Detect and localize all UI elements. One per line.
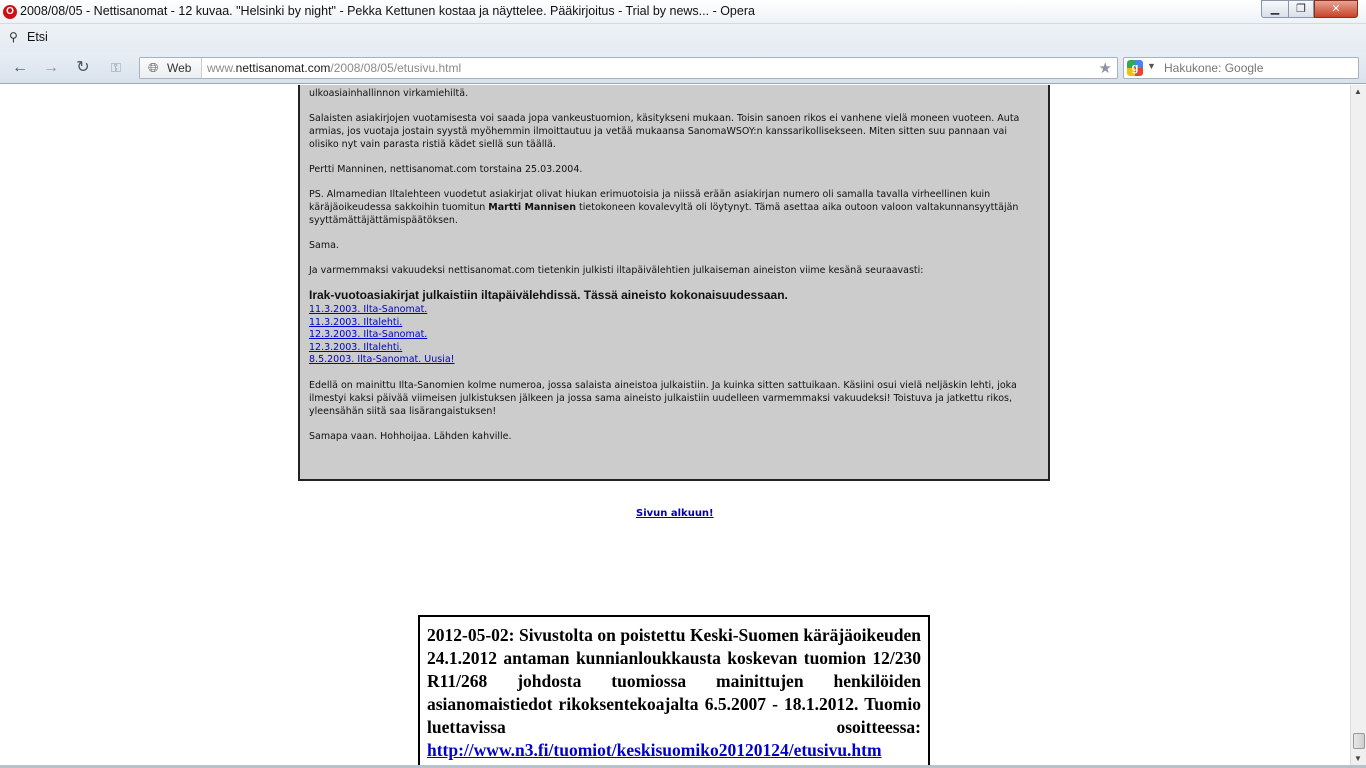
page-viewport [0,85,1350,768]
search-engine-placeholder: Hakukone: Google [1164,61,1264,75]
menu-bar [0,24,1366,52]
article-text: tietokoneen kovalevyltä oli löytynyt. Tämä asettaa aika outoon valoon valtakunnansyyttäjän syyttämättäjättämispäätöksen. [309,202,1019,226]
maximize-button[interactable]: ❐ [1288,0,1314,18]
article-link[interactable]: 12.3.2003. Iltalehti. [309,341,403,353]
search-icon: ⚲ [9,30,18,44]
article-body [309,87,1039,455]
article-paragraph: Edellä on mainittu Ilta-Sanomien kolme numeroa, jossa salaista aineistoa julkaistiin. Ja kuinka sitten sattuikaan. Käsiini osui vielä neljäskin lehti, joka ilmestyi kaksi päivää viimeisen julkistuksen jälkeen ja jossa sama aineisto julkaistiin uudelleen varmemmaksi vakuudeksi! Toistuva ja jatkettu rikos, yleensähän siitä saa lisärangaistuksen! [309,379,1017,417]
window-titlebar [0,0,1366,24]
site-info-label: Web [167,61,192,75]
arrow-left-icon: ← [12,59,28,76]
article-paragraph: Sama. [309,240,339,251]
scrollbar-thumb[interactable] [1353,733,1365,749]
search-field[interactable] [1123,57,1359,79]
article-signature: Pertti Manninen, nettisanomat.com torstaina 25.03.2004. [309,164,583,175]
address-field[interactable] [139,57,1118,79]
notice-box [418,615,930,768]
google-icon[interactable]: g [1127,60,1143,76]
star-icon[interactable]: ★ [1098,60,1112,77]
address-toolbar [0,52,1366,84]
article-link[interactable]: 11.3.2003. Iltalehti. [309,316,403,328]
notice-text: 2012-05-02: Sivustolta on poistettu Keski-Suomen käräjäoikeuden 24.1.2012 antaman kunnianloukkausta koskevan tuomion 12/230 R11/268 johdosta tuomiossa mainittujen henkilöiden asianomaistiedot rikoksentekoajalta 6.5.2007 - 18.1.2012. Tuomio luettavissa osoitteessa: [427,625,921,737]
minimize-button[interactable]: ▁ [1261,0,1288,18]
back-button[interactable] [10,59,30,77]
forward-button[interactable] [41,59,61,77]
vertical-scrollbar[interactable] [1350,85,1366,768]
back-to-top-link[interactable]: Sivun alkuun! [636,508,714,519]
search-menu-button[interactable]: Etsi [27,30,48,44]
article-paragraph [309,188,1039,227]
article-link-list [309,304,1039,367]
notice-link[interactable]: http://www.n3.fi/tuomiot/keskisuomiko20120124/etusivu.htm [427,740,882,760]
key-icon: ⚿ [111,60,121,75]
arrow-right-icon: → [43,59,59,76]
article-heading: Irak-vuotoasiakirjat julkaistiin iltapäivälehdissä. Tässä aineisto kokonaisuudessaan. [309,288,788,302]
globe-icon: 🌐︎ [148,60,159,75]
close-button[interactable]: ✕ [1314,0,1358,18]
article-paragraph: ulkoasiainhallinnon virkamiehiltä. [309,88,469,99]
chevron-down-icon[interactable]: ▼ [1147,61,1156,71]
article-text: PS. Almamedian Iltalehteen vuodetut asiakirjat olivat hiukan erimuotoisia ja niissä erään asiakirjan numero oli samalla tavalla virheellinen kuin käräjäoikeudessa sakkoihin tuomitun [309,189,991,213]
article-link[interactable]: 11.3.2003. Ilta-Sanomat. [309,304,428,315]
url-path: /2008/08/05/etusivu.html [330,61,462,75]
reload-button[interactable] [73,59,93,77]
address-url[interactable] [207,61,461,75]
article-box [298,85,1050,481]
url-host: nettisanomat.com [235,61,331,75]
wand-button[interactable] [106,59,126,77]
site-info-badge[interactable] [140,58,202,78]
scroll-down-icon[interactable]: ▼ [1354,754,1362,763]
article-paragraph: Salaisten asiakirjojen vuotamisesta voi saada jopa vankeustuomion, käsitykseni mukaan. Toisin sanoen rikos ei vanhene vielä moneen vuoteen. Auta armias, jos vuotaja jostain syystä myöhemmin ilmoittautuu ja vetää mukaansa SanomaWSOY:n kanssarikollisekseen. Miten sitten suu pannaan vai olisiko nyt vain parasta ristiä kädet siellä sun täällä. [309,113,1020,150]
article-bold-name: Martti Mannisen [488,202,576,213]
window-title: 2008/08/05 - Nettisanomat - 12 kuvaa. "Helsinki by night" - Pekka Kettunen kostaa ja näyttelee. Pääkirjoitus - Trial by news... - Opera [20,4,755,18]
article-link[interactable]: 12.3.2003. Ilta-Sanomat. [309,329,428,341]
article-link[interactable]: 8.5.2003. Ilta-Sanomat. Uusia! [309,354,455,366]
scroll-up-icon[interactable]: ▲ [1354,87,1362,96]
article-paragraph: Samapa vaan. Hohhoijaa. Lähden kahville. [309,430,512,442]
reload-icon: ↻ [76,59,90,76]
article-paragraph: Ja varmemmaksi vakuudeksi nettisanomat.com tietenkin julkisti iltapäivälehtien julkaiseman aineiston viime kesänä seuraavasti: [309,265,924,276]
opera-logo-icon: O [3,5,17,19]
url-prefix: www. [207,61,236,75]
